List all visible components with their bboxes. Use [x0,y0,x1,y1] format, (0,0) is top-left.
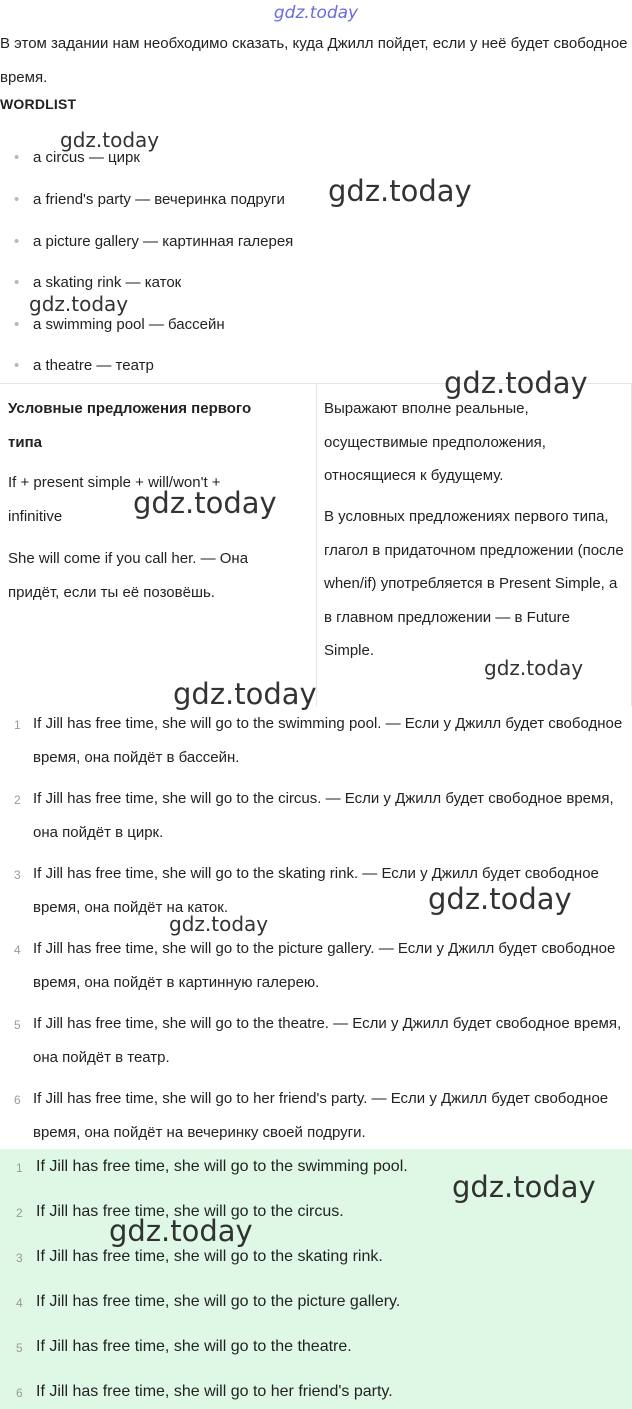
watermark: gdz.today [173,677,317,711]
item-number: 5 [16,1341,23,1355]
answer-text: If Jill has free time, she will go to the swimming pool. [36,1158,408,1175]
answer-text: If Jill has free time, she will go to the circus. [36,1203,344,1220]
item-number: 2 [14,793,21,807]
list-item-text: a circus — цирк [33,149,140,166]
list-item-text: a friend's party — вечеринка подруги [33,191,285,208]
rule-example: She will come if you call her. — Она придёт, если ты её позовёшь. [8,550,249,601]
list-item [14,357,154,374]
watermark: gdz.today [452,1170,596,1204]
item-number: 1 [14,718,21,732]
watermark: gdz.today [444,366,588,400]
item-number: 4 [14,943,21,957]
item-number: 6 [14,1093,21,1107]
list-item-text: a swimming pool — бассейн [33,316,225,333]
list-item-text: a theatre — театр [33,357,154,374]
bullet-icon: • [14,316,20,333]
answer-text: If Jill has free time, she will go to the skating rink. [36,1248,383,1265]
bullet-icon: • [14,191,20,208]
list-item-text: a picture gallery — картинная галерея [33,233,294,250]
rule-formula: If + present simple + will/won't + infinitive [8,474,221,525]
watermark: gdz.today [133,486,277,520]
watermark: gdz.today [60,128,160,152]
list-item [14,274,181,291]
item-number: 4 [16,1296,23,1310]
item-number: 1 [16,1161,23,1175]
bullet-icon: • [14,357,20,374]
watermark: gdz.today [169,912,269,936]
list-item-text: If Jill has free time, she will go to the swimming pool. — Если у Джилл будет свободное время, она пойдёт в бассейн. [33,715,623,766]
rule-heading: Условные предложения первого типа [8,400,252,451]
site-logo[interactable]: gdz.today [273,3,359,23]
list-item-text: a skating rink — каток [33,274,182,291]
answer-text: If Jill has free time, she will go to the theatre. [36,1338,352,1355]
item-number: 3 [14,868,21,882]
list-item-text: If Jill has free time, she will go to her friend's party. — Если у Джилл будет свободное время, она пойдёт на вечеринку своей подруги. [33,1090,609,1141]
rule-description: Выражают вполне реальные, осуществимые предположения, относящиеся к будущему. [324,400,546,484]
item-number: 3 [16,1251,23,1265]
bullet-icon: • [14,233,20,250]
watermark: gdz.today [428,882,572,916]
wordlist-title: WORDLIST [0,96,77,112]
rule-usage: В условных предложениях первого типа, глагол в придаточном предложении (после when/if) употребляется в Present Simple, а в главном предложении — в Future Simple. [324,508,624,659]
list-item [14,316,225,333]
intro-text: В этом задании нам необходимо сказать, куда Джилл пойдет, если у неё будет свободное время. [0,35,628,86]
list-item [14,233,293,250]
answer-text: If Jill has free time, she will go to her friend's party. [36,1383,393,1400]
table-col-left [0,384,317,706]
answer-text: If Jill has free time, she will go to the picture gallery. [36,1293,401,1310]
watermark: gdz.today [328,174,472,208]
watermark: gdz.today [109,1214,253,1248]
item-number: 5 [14,1018,21,1032]
item-number: 6 [16,1386,23,1400]
list-item [14,191,285,208]
watermark: gdz.today [484,656,584,680]
item-number: 2 [16,1206,23,1220]
watermark: gdz.today [29,292,129,316]
table-col-right [316,384,632,706]
list-item-text: If Jill has free time, she will go to the skating rink. — Если у Джилл будет свободное время, она пойдёт на каток. [33,865,599,916]
bullet-icon: • [14,149,20,166]
list-item-text: If Jill has free time, she will go to the theatre. — Если у Джилл будет свободное время, она пойдёт в театр. [33,1015,622,1066]
list-item-text: If Jill has free time, she will go to the picture gallery. — Если у Джилл будет свободное время, она пойдёт в картинную галерею. [33,940,616,991]
list-item-text: If Jill has free time, she will go to the circus. — Если у Джилл будет свободное время, она пойдёт в цирк. [33,790,614,841]
bullet-icon: • [14,274,20,291]
